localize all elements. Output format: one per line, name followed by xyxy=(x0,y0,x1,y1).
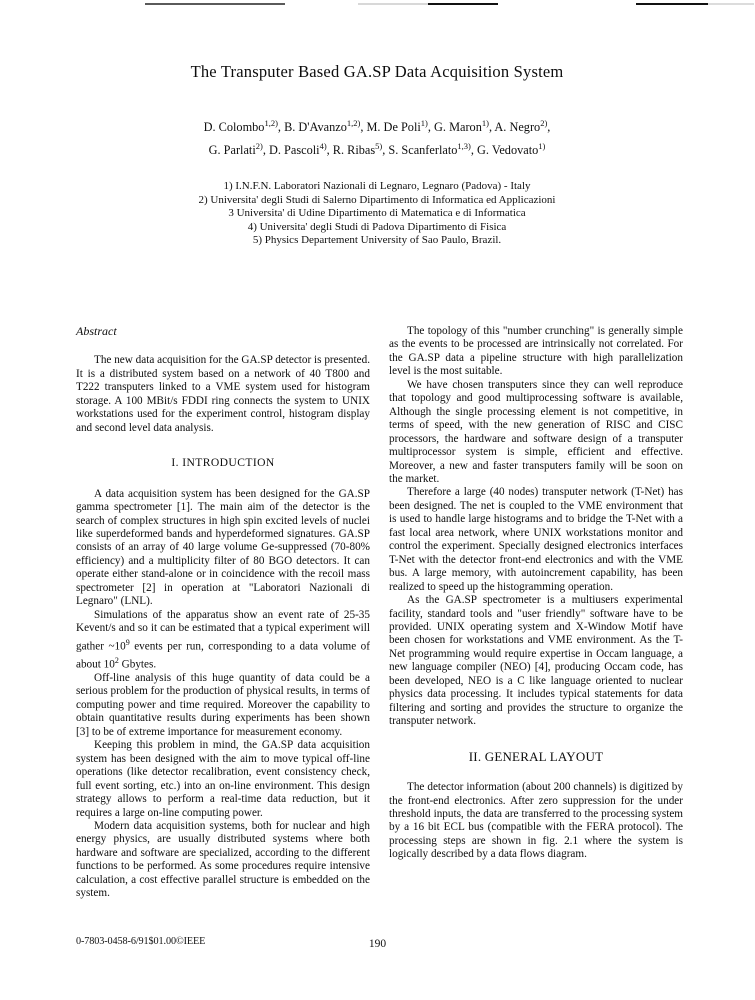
affiliation-item: 5) Physics Departement University of Sao Paulo, Brazil. xyxy=(252,234,502,247)
paragraph: Off-line analysis of this huge quantity of data could be a serious problem for the production of physical results, in terms of computing power and time required. Moreover the capability to obtain quantitative results during experiments has been shown [3] to be of extreme importance for measurement economy. xyxy=(76,671,370,738)
section-heading-general-layout: II. GENERAL LAYOUT xyxy=(468,748,604,764)
author-line-1: D. Colombo$^{1,2)}$, B. D'Avanzo$^{1,2)}$, M. De Poli$^{1)}$, G. Maron$^{1)}$, A. Negro$^{2)}$, xyxy=(203,118,551,135)
paragraph: The detector information (about 200 channels) is digitized by the front-end electronics. After zero suppression for the under threshold inputs, the data are transferred to the processing system by a 16 bit ECL bus (compatible with the FERA protocol). The processing steps are shown in fig. 2.1 where the system is logically described by a data flows diagram. xyxy=(389,781,683,861)
right-column xyxy=(389,325,683,862)
author-line-2: G. Parlati$^{2)}$, D. Pascoli$^{4)}$, R. Ribas$^{5)}$, S. Scanferlato$^{1,3)}$, G. Vedovato$^{1)}$ xyxy=(208,141,546,158)
abstract-text: The new data acquisition for the GA.SP detector is presented. It is a distributed system based on a network of 40 T800 and T222 transputers linked to a VME system used for histogram storage. A 100 MBit/s FDDI ring connects the system to UNIX workstations used for the experiment control, histogram display and second level data analysis. xyxy=(76,354,370,434)
paragraph: A data acquisition system has been designed for the GA.SP gamma spectrometer [1]. The main aim of the detector is the search of complex structures in high spin excited levels of nuclei like superdeformed bands and hyperdeformed signatures. GA.SP consists of an array of 40 large volume Ge-suppressed (70-80% efficiency) and a multiplicity filter of 80 BGO detectors. It can operate either stand-alone or in coincidence with the recoil mass spectrometer [2] in operation at "Laboratori Nazionali di Legnaro" (LNL). xyxy=(76,487,370,608)
author-list xyxy=(72,114,682,160)
paragraph: Modern data acquisition systems, both for nuclear and high energy physics, are usually distributed systems where both hardware and software are specialized, according to the different functions to be performed. As some procedures require intensive calculation, a cost effective parallel structure is embedded on the system. xyxy=(76,819,370,900)
paragraph: Therefore a large (40 nodes) transputer network (T-Net) has been designed. The net is coupled to the VME environment that is used to handle large histograms and to bridge the T-Net with a fast local area network, where UNIX workstations monitor and control the experiment. Specially designed electronics interfaces T-Net with the detector front-end electronics and with the VME bus. A large memory, with autoincrement capability, has been realized to speed up the histogramming operation. xyxy=(389,486,683,593)
paragraph: The topology of this "number crunching" is generally simple as the events to be processed are intrinsically not correlated. For the GA.SP data a pipeline structure with high parallelization level is the most suitable. xyxy=(389,325,683,378)
paper-title: The Transputer Based GA.SP Data Acquisition System xyxy=(190,62,564,81)
paragraph: As the GA.SP spectrometer is a multiusers experimental facility, standard tools and "user friendly" software have to be provided. UNIX operating system and X-Window Motif have been chosen for workstations and VME environment. As the T-Net programming would require expertise in Occam language, a new language compiler (NEO) [4], producing Occam code, has been developed, NEO is a C like language oriented to nuclear physics data processing. It includes typical statements for data filtering and sorting and provides the structure to organize the transputer network. xyxy=(389,594,683,728)
section-heading-introduction: I. INTRODUCTION xyxy=(171,456,275,470)
copyright-notice: 0-7803-0458-6/91$01.00©IEEE xyxy=(76,936,206,947)
affiliation-item: 4) Universita' degli Studi di Padova Dipartimento di Fisica xyxy=(247,220,507,233)
paragraph: We have chosen transputers since they can well reproduce that topology and good multiprocessing software is available, Although the single processing element is not competitive, in terms of speed, with the new generation of RISC and CISC processors, the hardware and software design of a transputer multiprocessor system is simple, efficient and effective. Moreover, a new and faster transputers family will be soon on the market. xyxy=(389,378,683,485)
left-column xyxy=(76,325,370,901)
affiliation-list xyxy=(72,180,682,248)
affiliation-item: 3 Universita' di Udine Dipartimento di Matematica e di Informatica xyxy=(228,207,526,220)
affiliation-item: 2) Universita' degli Studi di Salerno Dipartimento di Informatica ed Applicazioni xyxy=(198,193,556,206)
abstract-heading: Abstract xyxy=(76,324,117,338)
affiliation-item: 1) I.N.F.N. Laboratori Nazionali di Legnaro, Legnaro (Padova) - Italy xyxy=(223,180,531,192)
page-number: 190 xyxy=(368,938,387,950)
paragraph: Keeping this problem in mind, the GA.SP data acquisition system has been designed with the aim to move typical off-line operations (like detector recalibration, event consistency check, full event sorting, etc.) into an on-line environment. This design strategy allows to perform a real-time data reduction, but it requires a large on-line computing power. xyxy=(76,739,370,819)
paragraph: Simulations of the apparatus show an event rate of 25-35 Kevent/s and so it can be estimated that a typical experiment will gather $\sim 10^9$ events per run, corresponding to a data volume of about $10^2$ Gbytes. xyxy=(76,608,370,671)
